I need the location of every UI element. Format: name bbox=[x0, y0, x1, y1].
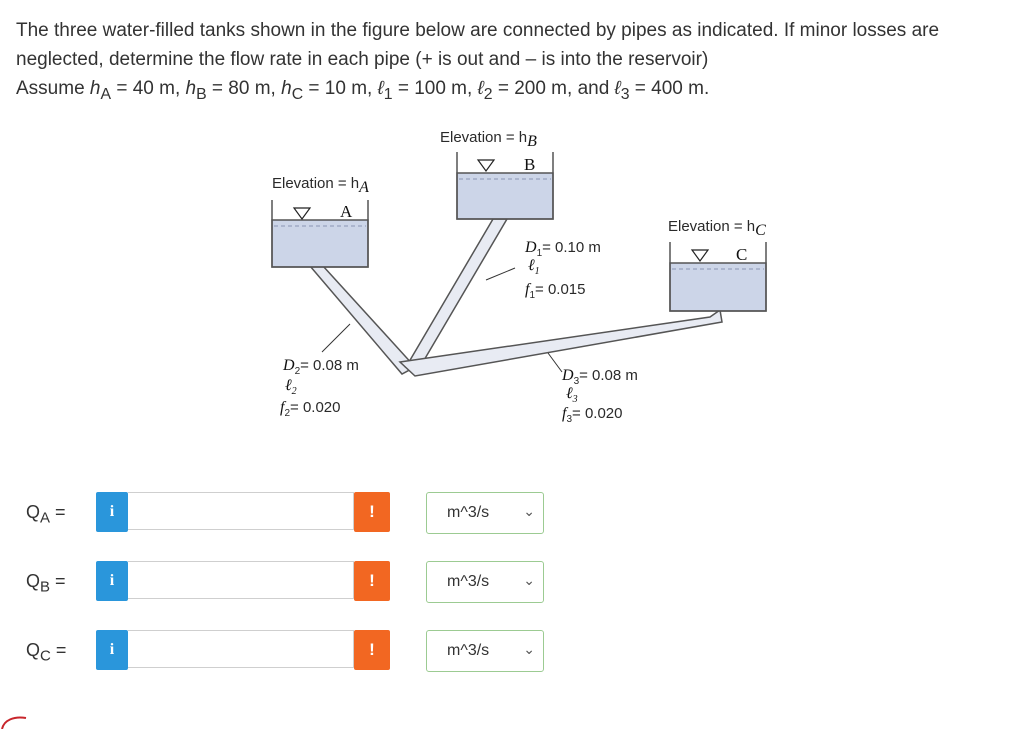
problem-statement bbox=[16, 16, 1016, 109]
l2-sub: 2 bbox=[483, 85, 493, 103]
tank-c-level-marker-icon bbox=[692, 250, 708, 261]
tank-c-label: C bbox=[736, 245, 748, 264]
pipe-1-properties bbox=[524, 239, 601, 301]
h-b-sub: B bbox=[196, 85, 207, 103]
l3-value: = 400 m. bbox=[629, 78, 710, 99]
problem-line-1: The three water-filled tanks shown in the figure below are connected by pipes as indicated. If minor losses are bbox=[16, 20, 940, 41]
pipe-1-leader-line bbox=[486, 268, 515, 280]
h-b-value: = 80 m, bbox=[206, 78, 282, 99]
h-a-value: = 40 m, bbox=[111, 78, 186, 99]
pipe-2-properties bbox=[280, 357, 359, 419]
h-c-symbol: h bbox=[281, 78, 292, 99]
partial-logo-mark bbox=[0, 712, 40, 729]
tank-diagram bbox=[250, 120, 790, 440]
qb-label: $Q_B$ = bbox=[26, 571, 66, 596]
tank-c bbox=[668, 218, 766, 311]
pipe-1-friction: $f_1= 0.015$ bbox=[525, 281, 586, 301]
answer-row-qb bbox=[0, 561, 560, 605]
qb-unit-value: m^3/s bbox=[447, 573, 490, 590]
tank-a bbox=[272, 175, 369, 267]
pipe-3-length-symbol: ℓ$_3$ bbox=[566, 385, 578, 405]
l1-value: = 100 m, bbox=[392, 78, 478, 99]
qa-input[interactable] bbox=[128, 492, 354, 530]
chevron-down-icon: ⌄ bbox=[523, 572, 535, 588]
l1-sub: 1 bbox=[383, 85, 393, 103]
elevation-b-label: Elevation = hB bbox=[440, 129, 537, 150]
warning-icon[interactable]: ! bbox=[354, 492, 390, 532]
qa-unit-value: m^3/s bbox=[447, 504, 490, 521]
warning-icon[interactable]: ! bbox=[354, 630, 390, 670]
pipe-2-leader-line bbox=[322, 324, 350, 352]
tank-figure bbox=[250, 120, 790, 440]
qc-input[interactable] bbox=[128, 630, 354, 668]
qc-unit-value: m^3/s bbox=[447, 642, 490, 659]
qa-label: $Q_A$ = bbox=[26, 502, 66, 527]
warning-icon[interactable]: ! bbox=[354, 561, 390, 601]
chevron-down-icon: ⌄ bbox=[523, 503, 535, 519]
info-icon[interactable]: i bbox=[96, 630, 128, 670]
info-icon[interactable]: i bbox=[96, 561, 128, 601]
tank-b bbox=[440, 129, 553, 219]
info-icon[interactable]: i bbox=[96, 492, 128, 532]
answer-row-qc bbox=[0, 630, 560, 674]
tank-a-level-marker-icon bbox=[294, 208, 310, 219]
tank-b-level-marker-icon bbox=[478, 160, 494, 171]
tank-a-label: A bbox=[340, 202, 353, 221]
problem-line-2: neglected, determine the flow rate in each pipe (+ is out and – is into the reservoir) bbox=[16, 49, 709, 70]
pipe-1 bbox=[406, 219, 507, 367]
chevron-down-icon: ⌄ bbox=[523, 641, 535, 657]
l2-symbol: ℓ bbox=[477, 78, 484, 99]
pipe-1-diameter: $D_1= 0.10$ m bbox=[525, 239, 601, 259]
pipe-2-diameter: $D_2= 0.08$ m bbox=[283, 357, 359, 377]
answer-row-qa bbox=[0, 492, 560, 536]
qb-unit-select[interactable] bbox=[426, 561, 544, 603]
qc-unit-select[interactable] bbox=[426, 630, 544, 672]
l1-symbol: ℓ bbox=[377, 78, 384, 99]
pipe-2-friction: $f_2= 0.020$ bbox=[280, 399, 341, 419]
qc-label: $Q_C$ = bbox=[26, 640, 67, 665]
tank-b-label: B bbox=[524, 155, 536, 174]
pipe-3-friction: $f_3= 0.020$ bbox=[562, 405, 623, 425]
qa-unit-select[interactable] bbox=[426, 492, 544, 534]
tank-a-water bbox=[272, 220, 368, 267]
elevation-a-label: Elevation = hA bbox=[272, 175, 369, 196]
pipe-3-leader-line bbox=[548, 353, 562, 372]
tank-b-water bbox=[457, 173, 553, 219]
pipes bbox=[310, 219, 722, 376]
h-b-symbol: h bbox=[185, 78, 197, 99]
pipe-3-diameter: $D_3= 0.08$ m bbox=[562, 367, 638, 387]
pipe-2-length-symbol: ℓ$_2$ bbox=[285, 377, 297, 397]
l3-sub: 3 bbox=[620, 85, 630, 103]
pipe-3-properties bbox=[561, 367, 638, 425]
h-a-symbol: h bbox=[89, 78, 101, 99]
h-c-value: = 10 m, bbox=[303, 78, 378, 99]
l3-symbol: ℓ bbox=[614, 78, 621, 99]
assume-prefix: Assume bbox=[16, 78, 90, 99]
elevation-c-label: Elevation = hC bbox=[668, 218, 766, 239]
h-a-sub: A bbox=[100, 85, 112, 103]
pipe-1-length-symbol: ℓ$_1$ bbox=[528, 257, 540, 277]
l2-value: = 200 m, and bbox=[492, 78, 615, 99]
h-c-sub: C bbox=[291, 85, 304, 103]
tank-c-water bbox=[670, 263, 766, 311]
qb-input[interactable] bbox=[128, 561, 354, 599]
problem-assumptions bbox=[16, 74, 1016, 109]
